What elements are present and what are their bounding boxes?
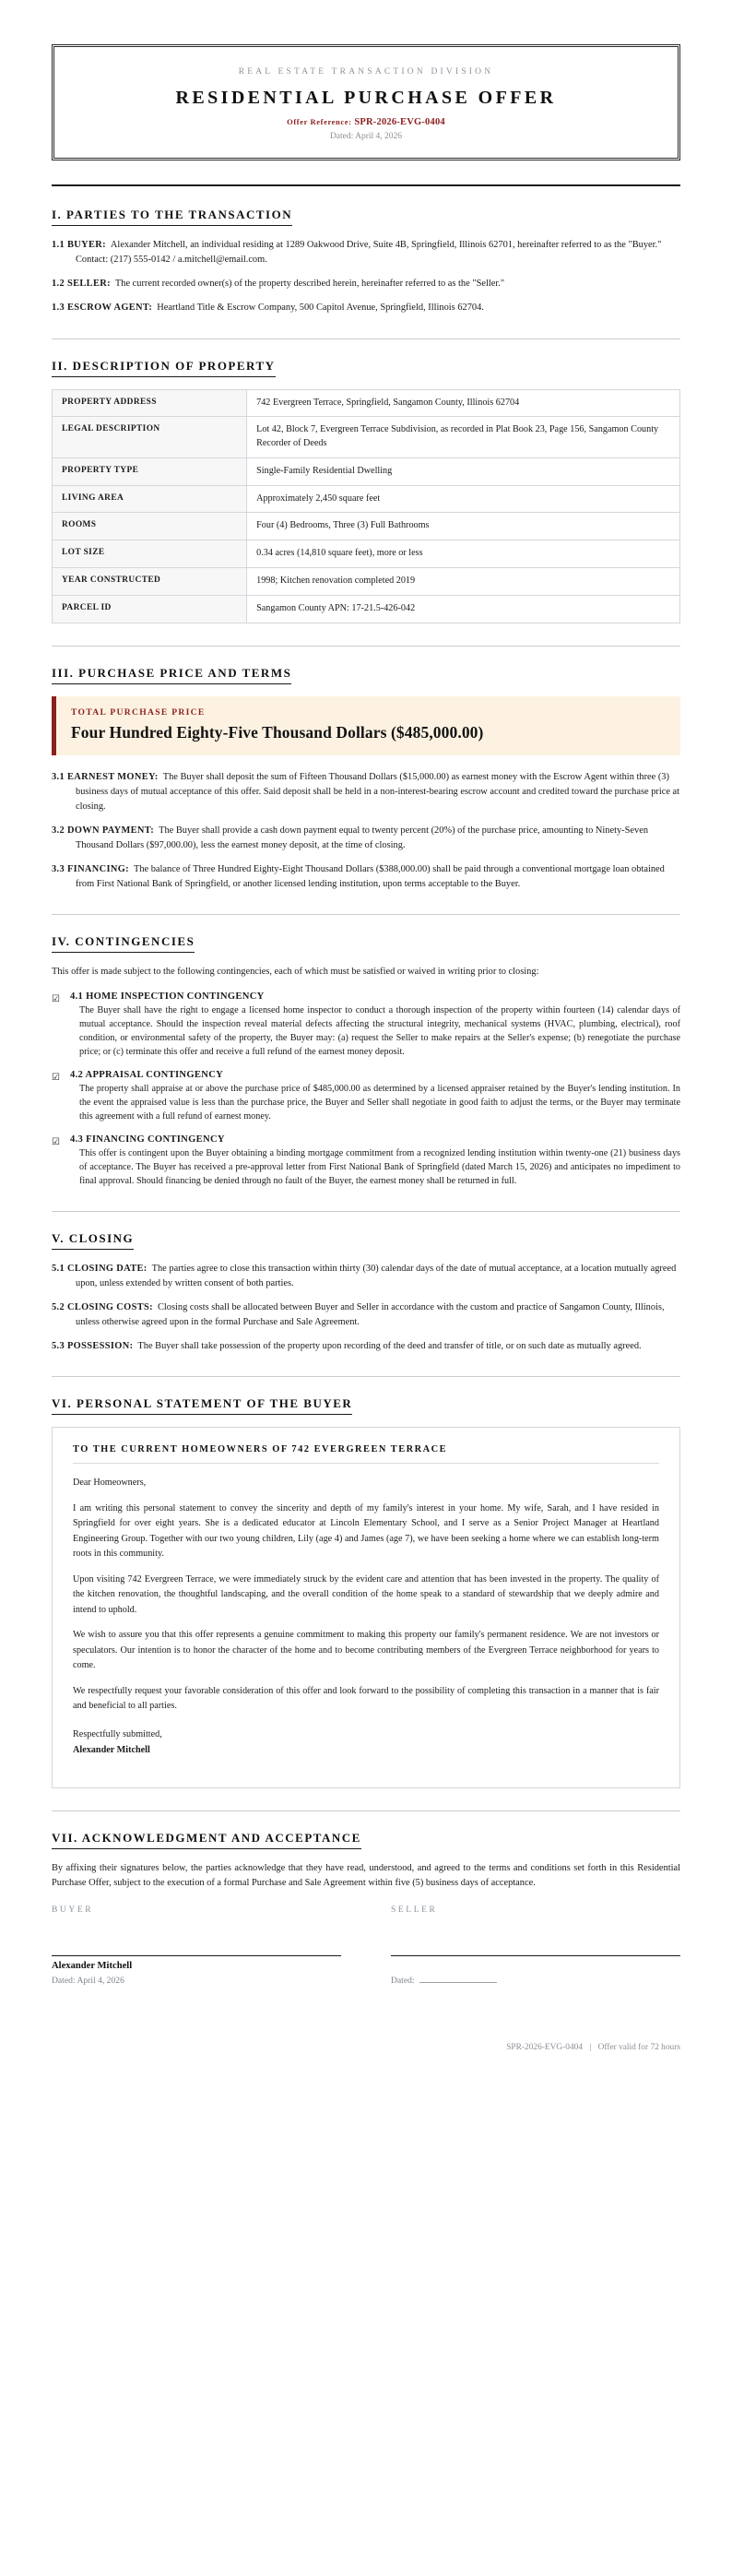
seller-printed-name xyxy=(391,1961,680,1973)
clause-5-1-label: 5.1 CLOSING DATE: xyxy=(52,1263,148,1274)
letter-paragraph-2: Upon visiting 742 Evergreen Terrace, we were immediately struck by the evident care and attention that has been invested in the property. The quality of the kitchen renovation, the thoughtful landscaping, and the overall condition of the home speak to a standard of stewardship that we deeply admire and intend to uphold. xyxy=(73,1573,659,1615)
clause-5-3 xyxy=(52,1339,680,1354)
acknowledgment-text: By affixing their signatures below, the parties acknowledge that they have read, understood, and agreed to the terms and conditions set forth in this Residential Purchase Offer, subject to the execution of a formal Purchase and Sale Agreement within five (5) business days of acceptance. xyxy=(52,1862,680,1888)
row-value: 1998; Kitchen renovation completed 2019 xyxy=(247,567,680,595)
letter-paragraph-3: We wish to assure you that this offer represents a genuine commitment to making this property our family's permanent residence. We are not investors or speculators. Our intention is to honor the character of the home and to become contributing members of the Evergreen Terrace neighborhood for years to come. xyxy=(73,1630,659,1671)
clause-3-2-text: The Buyer shall provide a cash down payment equal to twenty percent (20%) of the purchase price, amounting to Ninety-Seven Thousand Dollars ($97,000.00), less the earnest money deposit, at the time of closing. xyxy=(76,825,649,851)
document-date: Dated: April 4, 2026 xyxy=(329,132,403,141)
table-row xyxy=(53,513,680,540)
clause-1-1-text: Alexander Mitchell, an individual residing at 1289 Oakwood Drive, Suite 4B, Springfield, Illinois 62701, hereinafter referred to as the "Buyer." Contact: (217) 555-0142 / a.mitchell@email.com. xyxy=(76,240,662,266)
table-row xyxy=(53,485,680,513)
clause-1-2-text: The current recorded owner(s) of the property described herein, hereinafter referred to as the "Seller." xyxy=(114,279,505,290)
section-1-heading: I. PARTIES TO THE TRANSACTION xyxy=(52,208,292,226)
section-divider-5 xyxy=(52,1376,680,1377)
offer-reference-value: SPR-2026-EVG-0404 xyxy=(354,117,445,127)
seller-dated-label: Dated: xyxy=(391,1976,415,1987)
clause-3-2-label: 3.2 DOWN PAYMENT: xyxy=(52,825,155,836)
row-value: 0.34 acres (14,810 square feet), more or less xyxy=(247,540,680,568)
personal-statement-box xyxy=(52,1427,680,1788)
clause-1-3-label: 1.3 ESCROW AGENT: xyxy=(52,303,153,314)
clause-3-3-label: 3.3 FINANCING: xyxy=(52,864,129,875)
table-row xyxy=(53,595,680,623)
row-value: Approximately 2,450 square feet xyxy=(247,485,680,513)
clause-5-1-text: The parties agree to close this transaction within thirty (30) calendar days of the date of mutual acceptance, at a location mutually agreed upon, unless extended by written consent of both parties. xyxy=(76,1263,677,1288)
footer-separator: | xyxy=(589,2043,592,2053)
buyer-dated: Dated: April 4, 2026 xyxy=(52,1976,124,1987)
section-divider-3 xyxy=(52,914,680,915)
clause-5-1 xyxy=(52,1262,680,1291)
seller-date-blank[interactable] xyxy=(419,1982,497,1983)
clause-3-2 xyxy=(52,824,680,853)
contingency-item-4-1 xyxy=(52,991,680,1060)
row-key: LIVING AREA xyxy=(53,485,247,513)
checkbox-checked-icon[interactable]: ☑ xyxy=(52,993,60,1004)
contingency-4-1-text: The Buyer shall have the right to engage a licensed home inspector to conduct a thorough inspection of the property within fourteen (14) calendar days of mutual acceptance. Should the inspection reveal material defects affecting the structural integrity, mechanical systems (HVAC, plumbing, electrical), roof condition, or environmental safety of the property, the Buyer may: (a) request the Seller to make repairs at the Seller's expense; (b) renegotiate the purchase price; or (c) terminate this offer and receive a full refund of the earnest money deposit. xyxy=(79,1004,680,1058)
buyer-role-label: BUYER xyxy=(52,1905,94,1916)
clause-1-3-text: Heartland Title & Escrow Company, 500 Capitol Avenue, Springfield, Illinois 62704. xyxy=(157,303,484,314)
section-divider-2 xyxy=(52,646,680,647)
contingency-4-1-title: 4.1 HOME INSPECTION CONTINGENCY xyxy=(70,991,265,1002)
clause-3-1-text: The Buyer shall deposit the sum of Fifteen Thousand Dollars ($15,000.00) as earnest money with the Escrow Agent within three (3) business days of mutual acceptance of this offer. Said deposit shall be held in a non-interest-bearing escrow account and credited toward the purchase price at closing. xyxy=(76,771,680,812)
seller-signature-line[interactable] xyxy=(391,1955,680,1956)
row-value: Single-Family Residential Dwelling xyxy=(247,457,680,485)
section-6-heading: VI. PERSONAL STATEMENT OF THE BUYER xyxy=(52,1396,352,1415)
section-closing xyxy=(52,1230,680,1355)
signature-area xyxy=(52,1905,680,1986)
checkbox-checked-icon[interactable]: ☑ xyxy=(52,1072,60,1083)
total-price-amount: Four Hundred Eighty-Five Thousand Dollars ($485,000.00) xyxy=(71,722,484,742)
row-value: Sangamon County APN: 17-21.5-426-042 xyxy=(247,595,680,623)
section-price xyxy=(52,665,680,893)
row-key: LOT SIZE xyxy=(53,540,247,568)
footer-reference: SPR-2026-EVG-0404 xyxy=(506,2043,584,2053)
clause-1-2 xyxy=(52,277,680,291)
letter-heading: TO THE CURRENT HOMEOWNERS OF 742 EVERGREEN TERRACE xyxy=(73,1444,659,1464)
contingency-4-3-text: This offer is contingent upon the Buyer obtaining a binding mortgage commitment from a recognized lending institution within twenty-one (21) business days of acceptance. The Buyer has received a pre-approval letter from First National Bank of Springfield (dated March 15, 2026) and anticipates no impediment to final approval. Should financing be denied through no fault of the Buyer, the earnest money shall be returned in full. xyxy=(79,1147,680,1187)
clause-1-3 xyxy=(52,301,680,315)
row-key: PROPERTY ADDRESS xyxy=(53,389,247,417)
section-contingencies xyxy=(52,933,680,1188)
section-personal-statement xyxy=(52,1395,680,1788)
contingencies-intro: This offer is made subject to the following contingencies, each of which must be satisfied or waived in writing prior to closing: xyxy=(52,967,539,978)
table-row xyxy=(53,540,680,568)
row-key: YEAR CONSTRUCTED xyxy=(53,567,247,595)
clause-3-3 xyxy=(52,862,680,892)
row-value: Lot 42, Block 7, Evergreen Terrace Subdivision, as recorded in Plat Book 23, Page 156, Sangamon County Recorder of Deeds xyxy=(247,417,680,458)
contingency-4-2-text: The property shall appraise at or above the purchase price of $485,000.00 as determined by a licensed appraiser retained by the Buyer's lending institution. In the event the appraised value is less than the purchase price, the Buyer and Seller shall negotiate in good faith to adjust the terms, or the Buyer may terminate this agreement with a full refund of earnest money. xyxy=(79,1083,680,1122)
offer-reference-label: Offer Reference: xyxy=(287,117,352,126)
row-key: LEGAL DESCRIPTION xyxy=(53,417,247,458)
section-divider-6 xyxy=(52,1810,680,1811)
offer-reference xyxy=(73,117,659,127)
contingency-item-4-2 xyxy=(52,1070,680,1124)
header-divider xyxy=(52,184,680,186)
letter-paragraph-1: I am writing this personal statement to convey the sincerity and depth of my family's interest in your home. My wife, Sarah, and I have resided in Springfield for over eight years. She is a dedicated educator at Lincoln Elementary School, and I serve as a Senior Project Manager at Heartland Engineering Group. Together with our two young children, Lily (age 4) and James (age 7), we have been seeking a home where we can establish long-term roots in this community. xyxy=(73,1502,659,1560)
table-row xyxy=(53,567,680,595)
letter-closing-block xyxy=(73,1727,659,1759)
total-price-label: TOTAL PURCHASE PRICE xyxy=(71,706,206,718)
row-key: PROPERTY TYPE xyxy=(53,457,247,485)
section-parties xyxy=(52,207,680,316)
section-5-heading: V. CLOSING xyxy=(52,1231,134,1250)
section-3-heading: III. PURCHASE PRICE AND TERMS xyxy=(52,666,291,684)
footer-validity: Offer valid for 72 hours xyxy=(597,2043,680,2053)
clause-5-2-label: 5.2 CLOSING COSTS: xyxy=(52,1301,153,1312)
clause-3-3-text: The balance of Three Hundred Eighty-Eight Thousand Dollars ($388,000.00) shall be paid through a conventional mortgage loan obtained from First National Bank of Springfield, or another licensed lending institution, upon terms acceptable to the Buyer. xyxy=(76,864,665,890)
document-footer xyxy=(52,2043,680,2052)
row-key: PARCEL ID xyxy=(53,595,247,623)
clause-1-1-label: 1.1 BUYER: xyxy=(52,240,106,250)
letter-paragraph-4: We respectfully request your favorable consideration of this offer and look forward to the possibility of completing this transaction in a manner that is fair and beneficial to all parties. xyxy=(73,1685,659,1712)
section-divider-4 xyxy=(52,1211,680,1212)
clause-1-2-label: 1.2 SELLER: xyxy=(52,279,111,290)
clause-5-3-label: 5.3 POSSESSION: xyxy=(52,1341,134,1351)
document-header xyxy=(52,44,680,160)
table-row xyxy=(53,417,680,458)
row-key: ROOMS xyxy=(53,513,247,540)
section-divider-1 xyxy=(52,338,680,339)
clause-3-1-label: 3.1 EARNEST MONEY: xyxy=(52,771,159,782)
table-row xyxy=(53,389,680,417)
buyer-signature-line[interactable] xyxy=(52,1955,341,1956)
signature-block-buyer xyxy=(52,1905,341,1986)
division-label: REAL ESTATE TRANSACTION DIVISION xyxy=(238,67,494,77)
buyer-printed-name: Alexander Mitchell xyxy=(52,1961,133,1972)
contingency-4-3-title: 4.3 FINANCING CONTINGENCY xyxy=(70,1134,225,1145)
seller-dated xyxy=(391,1976,680,1986)
letter-signature-name: Alexander Mitchell xyxy=(73,1745,150,1756)
clause-5-2 xyxy=(52,1300,680,1330)
seller-role-label: SELLER xyxy=(391,1905,438,1916)
section-property xyxy=(52,358,680,623)
property-table xyxy=(52,389,680,623)
letter-closing: Respectfully submitted, xyxy=(73,1728,162,1739)
letter-salutation: Dear Homeowners, xyxy=(73,1478,147,1489)
section-acknowledgment xyxy=(52,1830,680,1986)
section-2-heading: II. DESCRIPTION OF PROPERTY xyxy=(52,359,276,377)
checkbox-checked-icon[interactable]: ☑ xyxy=(52,1136,60,1147)
clause-3-1 xyxy=(52,770,680,814)
section-7-heading: VII. ACKNOWLEDGMENT AND ACCEPTANCE xyxy=(52,1831,361,1849)
contingency-item-4-3 xyxy=(52,1134,680,1189)
contingency-4-2-title: 4.2 APPRAISAL CONTINGENCY xyxy=(70,1069,224,1080)
signature-block-seller xyxy=(391,1905,680,1986)
clause-5-3-text: The Buyer shall take possession of the property upon recording of the deed and transfer of title, or on such date as mutually agreed. xyxy=(137,1341,642,1351)
row-value: Four (4) Bedrooms, Three (3) Full Bathrooms xyxy=(247,513,680,540)
row-value: 742 Evergreen Terrace, Springfield, Sangamon County, Illinois 62704 xyxy=(247,389,680,417)
clause-1-1 xyxy=(52,238,680,267)
clause-5-2-text: Closing costs shall be allocated between Buyer and Seller in accordance with the custom and practice of Sangamon County, Illinois, unless otherwise agreed upon in the formal Purchase and Sale Agreement. xyxy=(76,1301,665,1327)
document-title: RESIDENTIAL PURCHASE OFFER xyxy=(175,88,557,108)
total-price-callout xyxy=(52,696,680,755)
table-row xyxy=(53,457,680,485)
section-4-heading: IV. CONTINGENCIES xyxy=(52,934,195,953)
